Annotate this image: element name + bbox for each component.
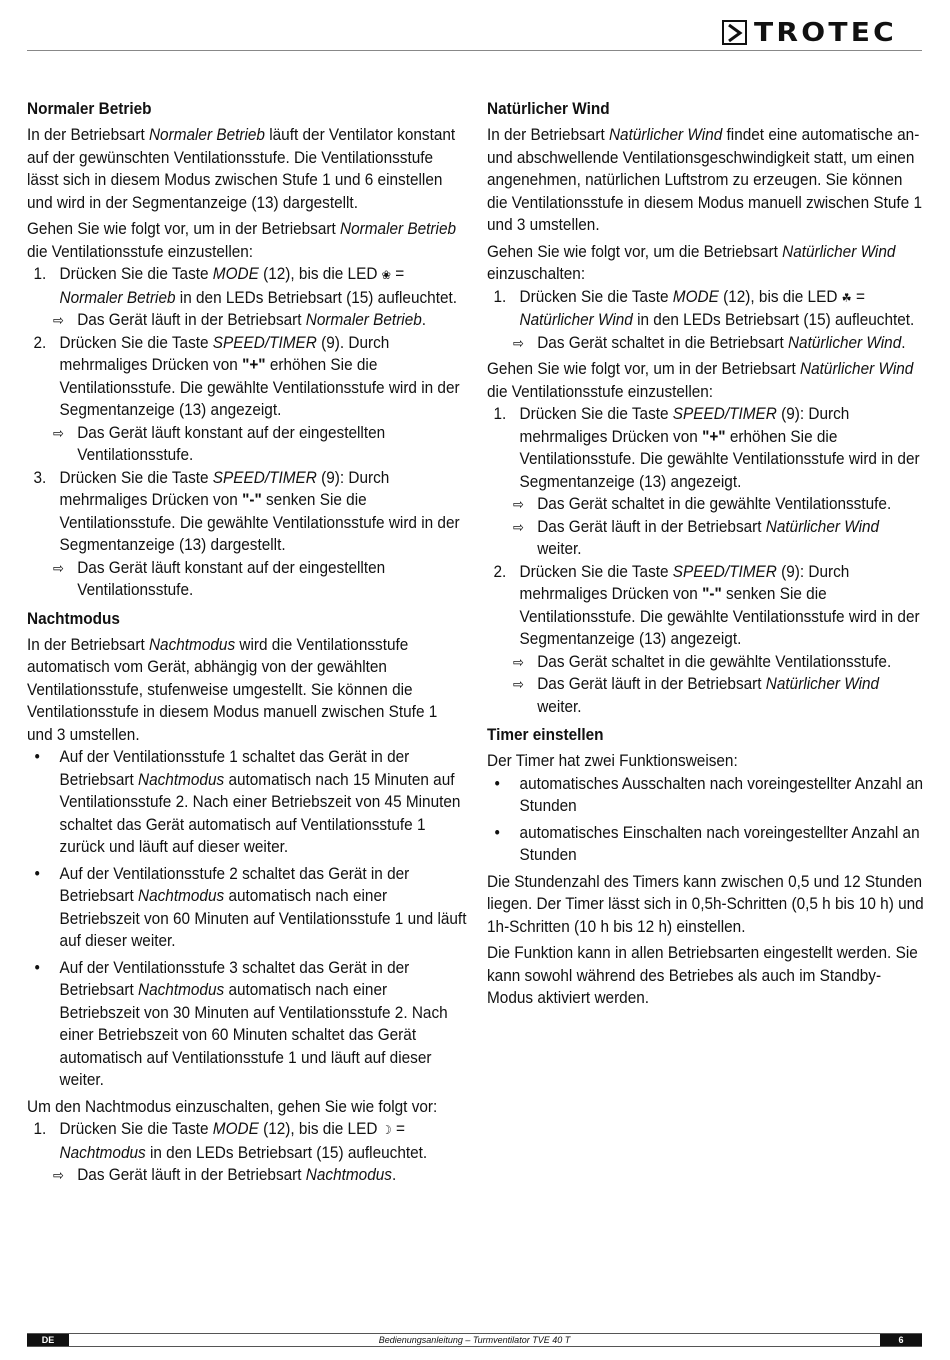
brand-name: TROTEC (754, 18, 898, 48)
result-item: ⇨ Das Gerät schaltet in die gewählte Ventilationsstufe. (513, 651, 927, 674)
result-item: ⇨ Das Gerät läuft in der Betriebsart Natürlicher Wind weiter. (513, 516, 927, 561)
bullet-item: • Auf der Ventilationsstufe 1 schaltet das Gerät in der Betriebsart Nachtmodus automatisch nach 15 Minuten auf Ventilationsstufe 2. Nach einer Betriebszeit von 45 Minuten schaltet das Gerät automatisch auf Ventilationsstufe 1 zurück und läuft auf dieser weiter. (34, 748, 461, 856)
paragraph: Gehen Sie wie folgt vor, um in der Betriebsart Normaler Betrieb die Ventilationsstufe einzustellen: (27, 220, 457, 261)
result-item: ⇨ Das Gerät läuft in der Betriebsart Normaler Betrieb. (53, 309, 467, 332)
step-item: 2. Drücken Sie die Taste SPEED/TIMER (9): Durch mehrmaliges Drücken von "-" senken Sie die Ventilationsstufe. Die gewählte Ventilationsstufe wird in der Segmentanzeige (13) angezeigt. (493, 562, 920, 648)
result-item: ⇨ Das Gerät schaltet in die Betriebsart Natürlicher Wind. (513, 332, 927, 355)
step-item: 2. Drücken Sie die Taste SPEED/TIMER (9). Durch mehrmaliges Drücken von "+" erhöhen Sie die Ventilationsstufe. Die gewählte Ventilationsstufe wird in der Segmentanzeige (13) angezeigt. (33, 333, 460, 419)
step-item: 3. Drücken Sie die Taste SPEED/TIMER (9): Durch mehrmaliges Drücken von "-" senken Sie die Ventilationsstufe. Die gewählte Ventilationsstufe wird in der Segmentanzeige (13) dargestellt. (33, 468, 460, 554)
paragraph: In der Betriebsart Nachtmodus wird die Ventilationsstufe automatisch vom Gerät, abhängig von der gewählten Ventilationsstufe, stufenweise umgestellt. Sie können die Ventilationsstufe in diesem Modus manuell zwischen Stufe 1 und 3 umstellen. (27, 635, 438, 744)
paragraph: Die Stundenzahl des Timers kann zwischen 0,5 und 12 Stunden liegen. Der Timer lässt sich in 0,5h-Schritten (0,5 h bis 10 h) und 1h-Schritten (10 h bis 12 h) einstellen. (487, 872, 924, 936)
paragraph: In der Betriebsart Natürlicher Wind findet eine automatische an- und abschwellende Ventilationsgeschwindigkeit statt, um einen angenehmen, natürlichen Luftstrom zu erzeugen. Sie können die Ventilationsstufe in diesem Modus manuell zwischen Stufe 1 und 3 umstellen. (487, 126, 923, 234)
fan-led-icon: ❀ (381, 268, 392, 282)
paragraph: Der Timer hat zwei Funktionsweisen: (487, 752, 738, 770)
bullet-item: • Auf der Ventilationsstufe 2 schaltet das Gerät in der Betriebsart Nachtmodus automatisch nach einer Betriebszeit von 60 Minuten auf Ventilationsstufe 1 und läuft auf dieser weiter. (34, 864, 467, 950)
step-item: 1. Drücken Sie die Taste MODE (12), bis die LED ☽ = Nachtmodus in den LEDs Betriebsart (15) aufleuchtet. (33, 1120, 428, 1162)
chevron-right-icon (722, 20, 747, 45)
result-item: ⇨ Das Gerät läuft in der Betriebsart Nachtmodus. (53, 1164, 467, 1187)
section-title-nachtmodus: Nachtmodus (27, 609, 120, 628)
leaf-led-icon: ☘ (841, 290, 852, 305)
paragraph: Die Funktion kann in allen Betriebsarten eingestellt werden. Sie kann sowohl während des Betriebes als auch im Standby-Modus aktiviert werden. (487, 944, 918, 1007)
bullet-item: • automatisches Einschalten nach voreingestellter Anzahl an Stunden (494, 823, 920, 864)
result-arrow-icon: ⇨ (53, 424, 64, 441)
step-item: 1. Drücken Sie die Taste MODE (12), bis die LED ❀ = Normaler Betrieb in den LEDs Betriebsart (15) aufleuchtet. (33, 265, 458, 307)
moon-led-icon: ☽ (381, 1123, 392, 1137)
section-title-timer-einstellen: Timer einstellen (487, 726, 604, 744)
result-arrow-icon: ⇨ (53, 1167, 64, 1183)
paragraph: Gehen Sie wie folgt vor, um in der Betriebsart Natürlicher Wind die Ventilationsstufe einzustellen: (487, 360, 914, 401)
paragraph: Gehen Sie wie folgt vor, um die Betriebsart Natürlicher Wind einzuschalten: (487, 242, 896, 283)
footer-title: Bedienungsanleitung – Turmventilator TVE 40 T (378, 1335, 571, 1345)
paragraph: In der Betriebsart Normaler Betrieb läuft der Ventilator konstant auf der gewünschten Ventilationsstufe. Die Ventilationsstufe lässt sich in diesem Modus zwischen Stufe 1 und 6 einstellen und wird in der Segmentanzeige (13) dargestellt. (27, 126, 456, 212)
result-arrow-icon: ⇨ (513, 676, 524, 692)
paragraph: Um den Nachtmodus einzuschalten, gehen Sie wie folgt vor: (27, 1097, 438, 1116)
result-arrow-icon: ⇨ (513, 334, 524, 351)
bullet-item: • Auf der Ventilationsstufe 3 schaltet das Gerät in der Betriebsart Nachtmodus automatisch nach einer Betriebszeit von 30 Minuten auf Ventilationsstufe 2. Nach einer Betriebszeit von 60 Minuten schaltet das Gerät automatisch auf Ventilationsstufe 1 und läuft auf dieser weiter. (34, 958, 448, 1089)
step-item: 1. Drücken Sie die Taste MODE (12), bis die LED ☘ = Natürlicher Wind in den LEDs Betriebsart (15) aufleuchtet. (493, 287, 915, 329)
left-column (27, 98, 467, 1187)
bullet-item: • automatisches Ausschalten nach voreingestellter Anzahl an Stunden (494, 774, 924, 815)
right-column (487, 98, 927, 1014)
result-item: ⇨ Das Gerät läuft konstant auf der eingestellten Ventilationsstufe. (53, 422, 467, 467)
result-arrow-icon: ⇨ (513, 496, 524, 512)
result-arrow-icon: ⇨ (53, 559, 64, 576)
result-arrow-icon: ⇨ (513, 518, 524, 535)
result-item: ⇨ Das Gerät läuft in der Betriebsart Natürlicher Wind weiter. (513, 673, 927, 718)
section-title-normaler-betrieb: Normaler Betrieb (27, 100, 152, 118)
language-badge: DE (27, 1334, 69, 1346)
header-divider (27, 50, 922, 51)
section-title-natuerlicher-wind: Natürlicher Wind (487, 100, 610, 118)
page-number: 6 (880, 1334, 922, 1346)
result-arrow-icon: ⇨ (53, 312, 64, 328)
step-item: 1. Drücken Sie die Taste SPEED/TIMER (9): Durch mehrmaliges Drücken von "+" erhöhen Sie die Ventilationsstufe. Die gewählte Ventilationsstufe wird in der Segmentanzeige (13) angezeigt. (493, 405, 920, 491)
result-item: ⇨ Das Gerät läuft konstant auf der eingestellten Ventilationsstufe. (53, 557, 467, 602)
result-item: ⇨ Das Gerät schaltet in die gewählte Ventilationsstufe. (513, 493, 927, 516)
result-arrow-icon: ⇨ (513, 653, 524, 670)
page-footer (27, 1333, 922, 1347)
trotec-logo (722, 20, 922, 47)
